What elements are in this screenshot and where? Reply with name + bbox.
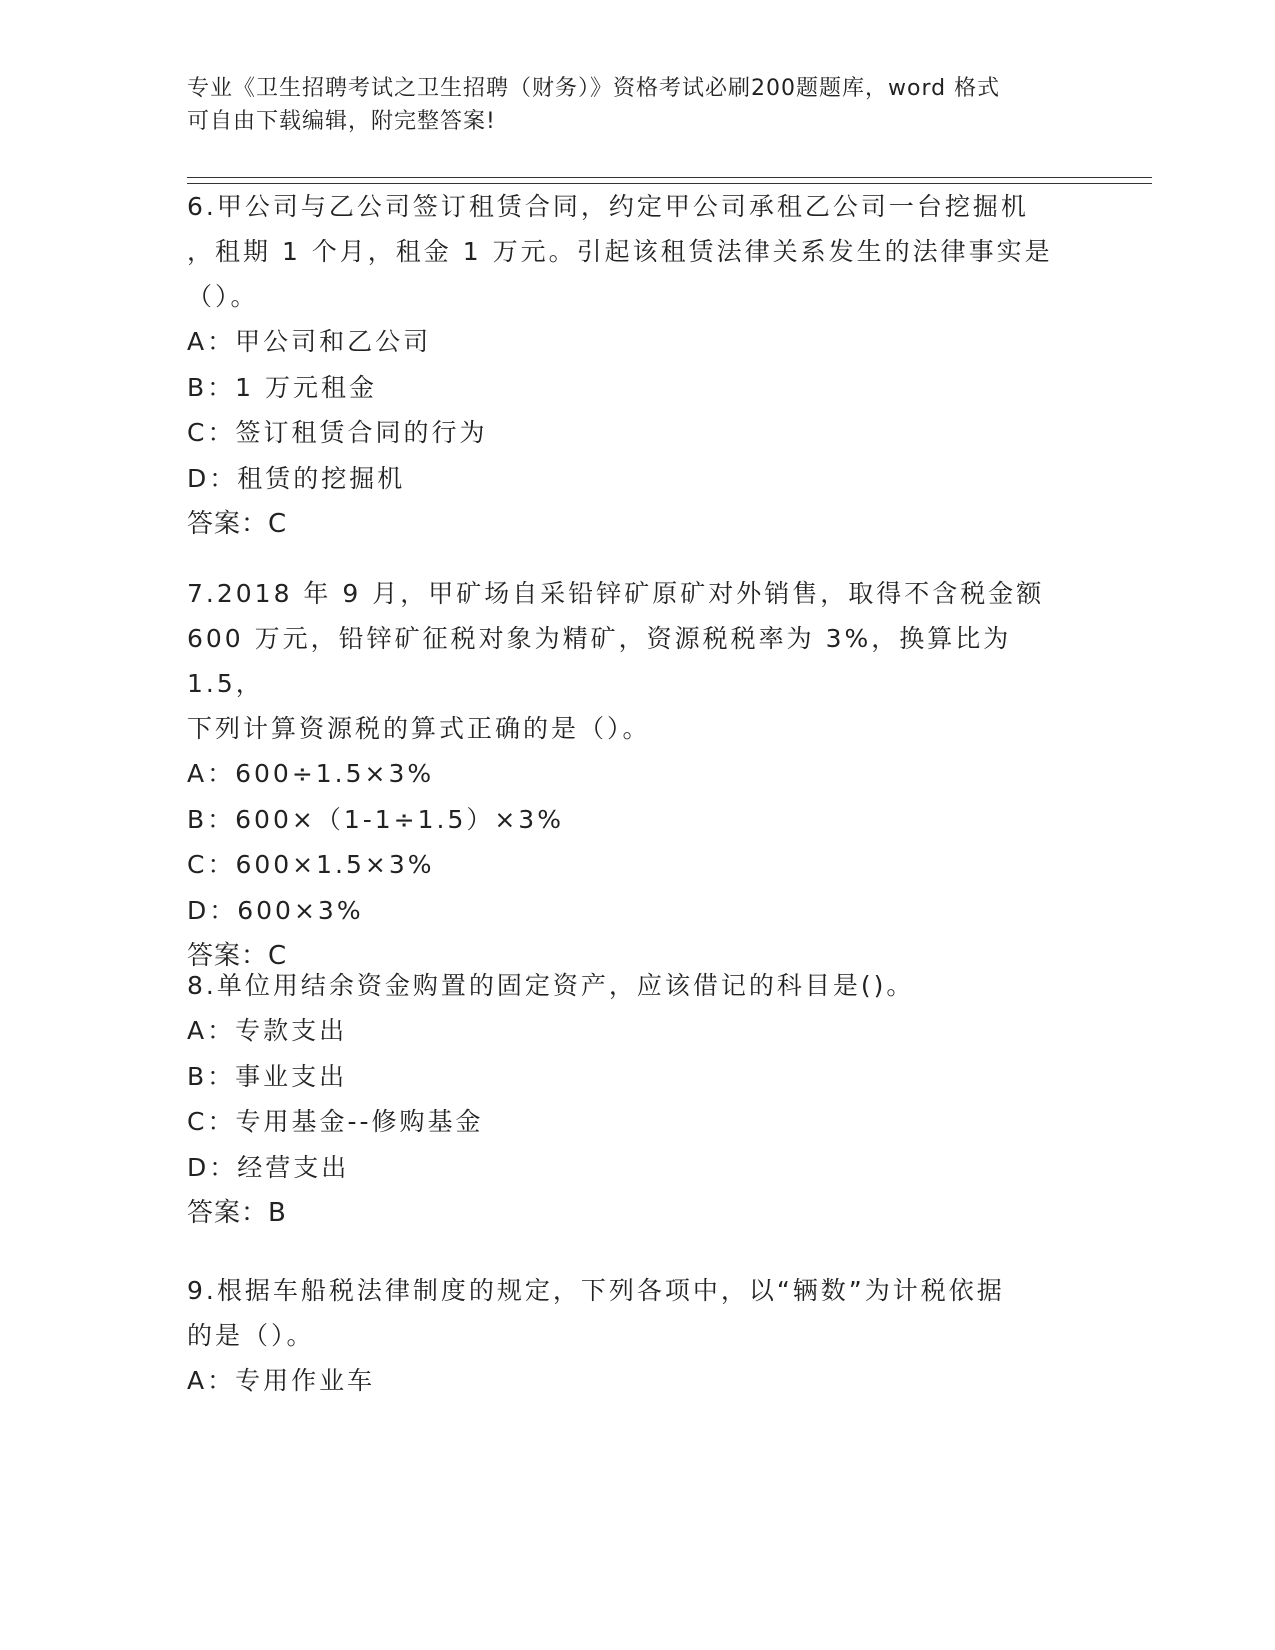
question-line: 6.甲公司与乙公司签订租赁合同，约定甲公司承租乙公司一台挖掘机 [187,192,1029,221]
question-text [187,963,1067,1008]
question-line: 的是（）。 [187,1321,315,1350]
question-9 [187,1268,1067,1404]
option-c: C：签订租赁合同的行为 [187,418,488,447]
answer-value: C [268,509,288,539]
answer-line [187,501,1067,547]
option-d: D：600×3% [187,895,364,925]
question-line: 7.2018 年 9 月，甲矿场自采铅锌矿原矿对外销售，取得不含税金额 [187,579,1045,608]
answer-value: C [268,941,288,971]
question-text [187,1268,1067,1358]
option-d: D：租赁的挖掘机 [187,463,406,493]
answer-line [187,1190,1067,1236]
option-a: A：600÷1.5×3% [187,759,435,788]
header-divider-top [187,177,1152,178]
option-a: A：专用作业车 [187,1366,376,1395]
header-line-2: 可自由下载编辑，附完整答案! [187,109,496,134]
document-header [187,72,1087,138]
question-text [187,184,1067,319]
option-b: B：1 万元租金 [187,372,378,402]
answer-value: B [268,1198,287,1228]
option-c: C：600×1.5×3% [187,850,435,879]
option-b: B：事业支出 [187,1061,348,1091]
answer-label: 答案： [187,1198,269,1228]
question-line: 8.单位用结余资金购置的固定资产，应该借记的科目是()。 [187,971,915,1000]
option-a: A：专款支出 [187,1016,348,1045]
header-line-1: 专业《卫生招聘考试之卫生招聘（财务）》资格考试必刷200题题库，word 格式 [187,76,1001,101]
question-line: ，租期 1 个月，租金 1 万元。引起该租赁法律关系发生的法律事实是 [187,237,1053,266]
question-7 [187,571,1067,979]
question-8 [187,963,1067,1236]
option-d: D：经营支出 [187,1152,350,1182]
question-text [187,571,1067,751]
option-b: B：600×（1-1÷1.5）×3% [187,804,564,834]
answer-label: 答案： [187,941,269,971]
question-line: 600 万元，铅锌矿征税对象为精矿，资源税税率为 3%，换算比为 1.5， [187,624,1012,698]
question-line: 9.根据车船税法律制度的规定，下列各项中，以“辆数”为计税依据 [187,1276,1005,1305]
answer-label: 答案： [187,509,269,539]
question-line: 下列计算资源税的算式正确的是（）。 [187,714,651,743]
question-6 [187,184,1067,547]
option-c: C：专用基金--修购基金 [187,1107,484,1136]
question-line: （）。 [187,282,259,311]
option-a: A：甲公司和乙公司 [187,327,432,356]
